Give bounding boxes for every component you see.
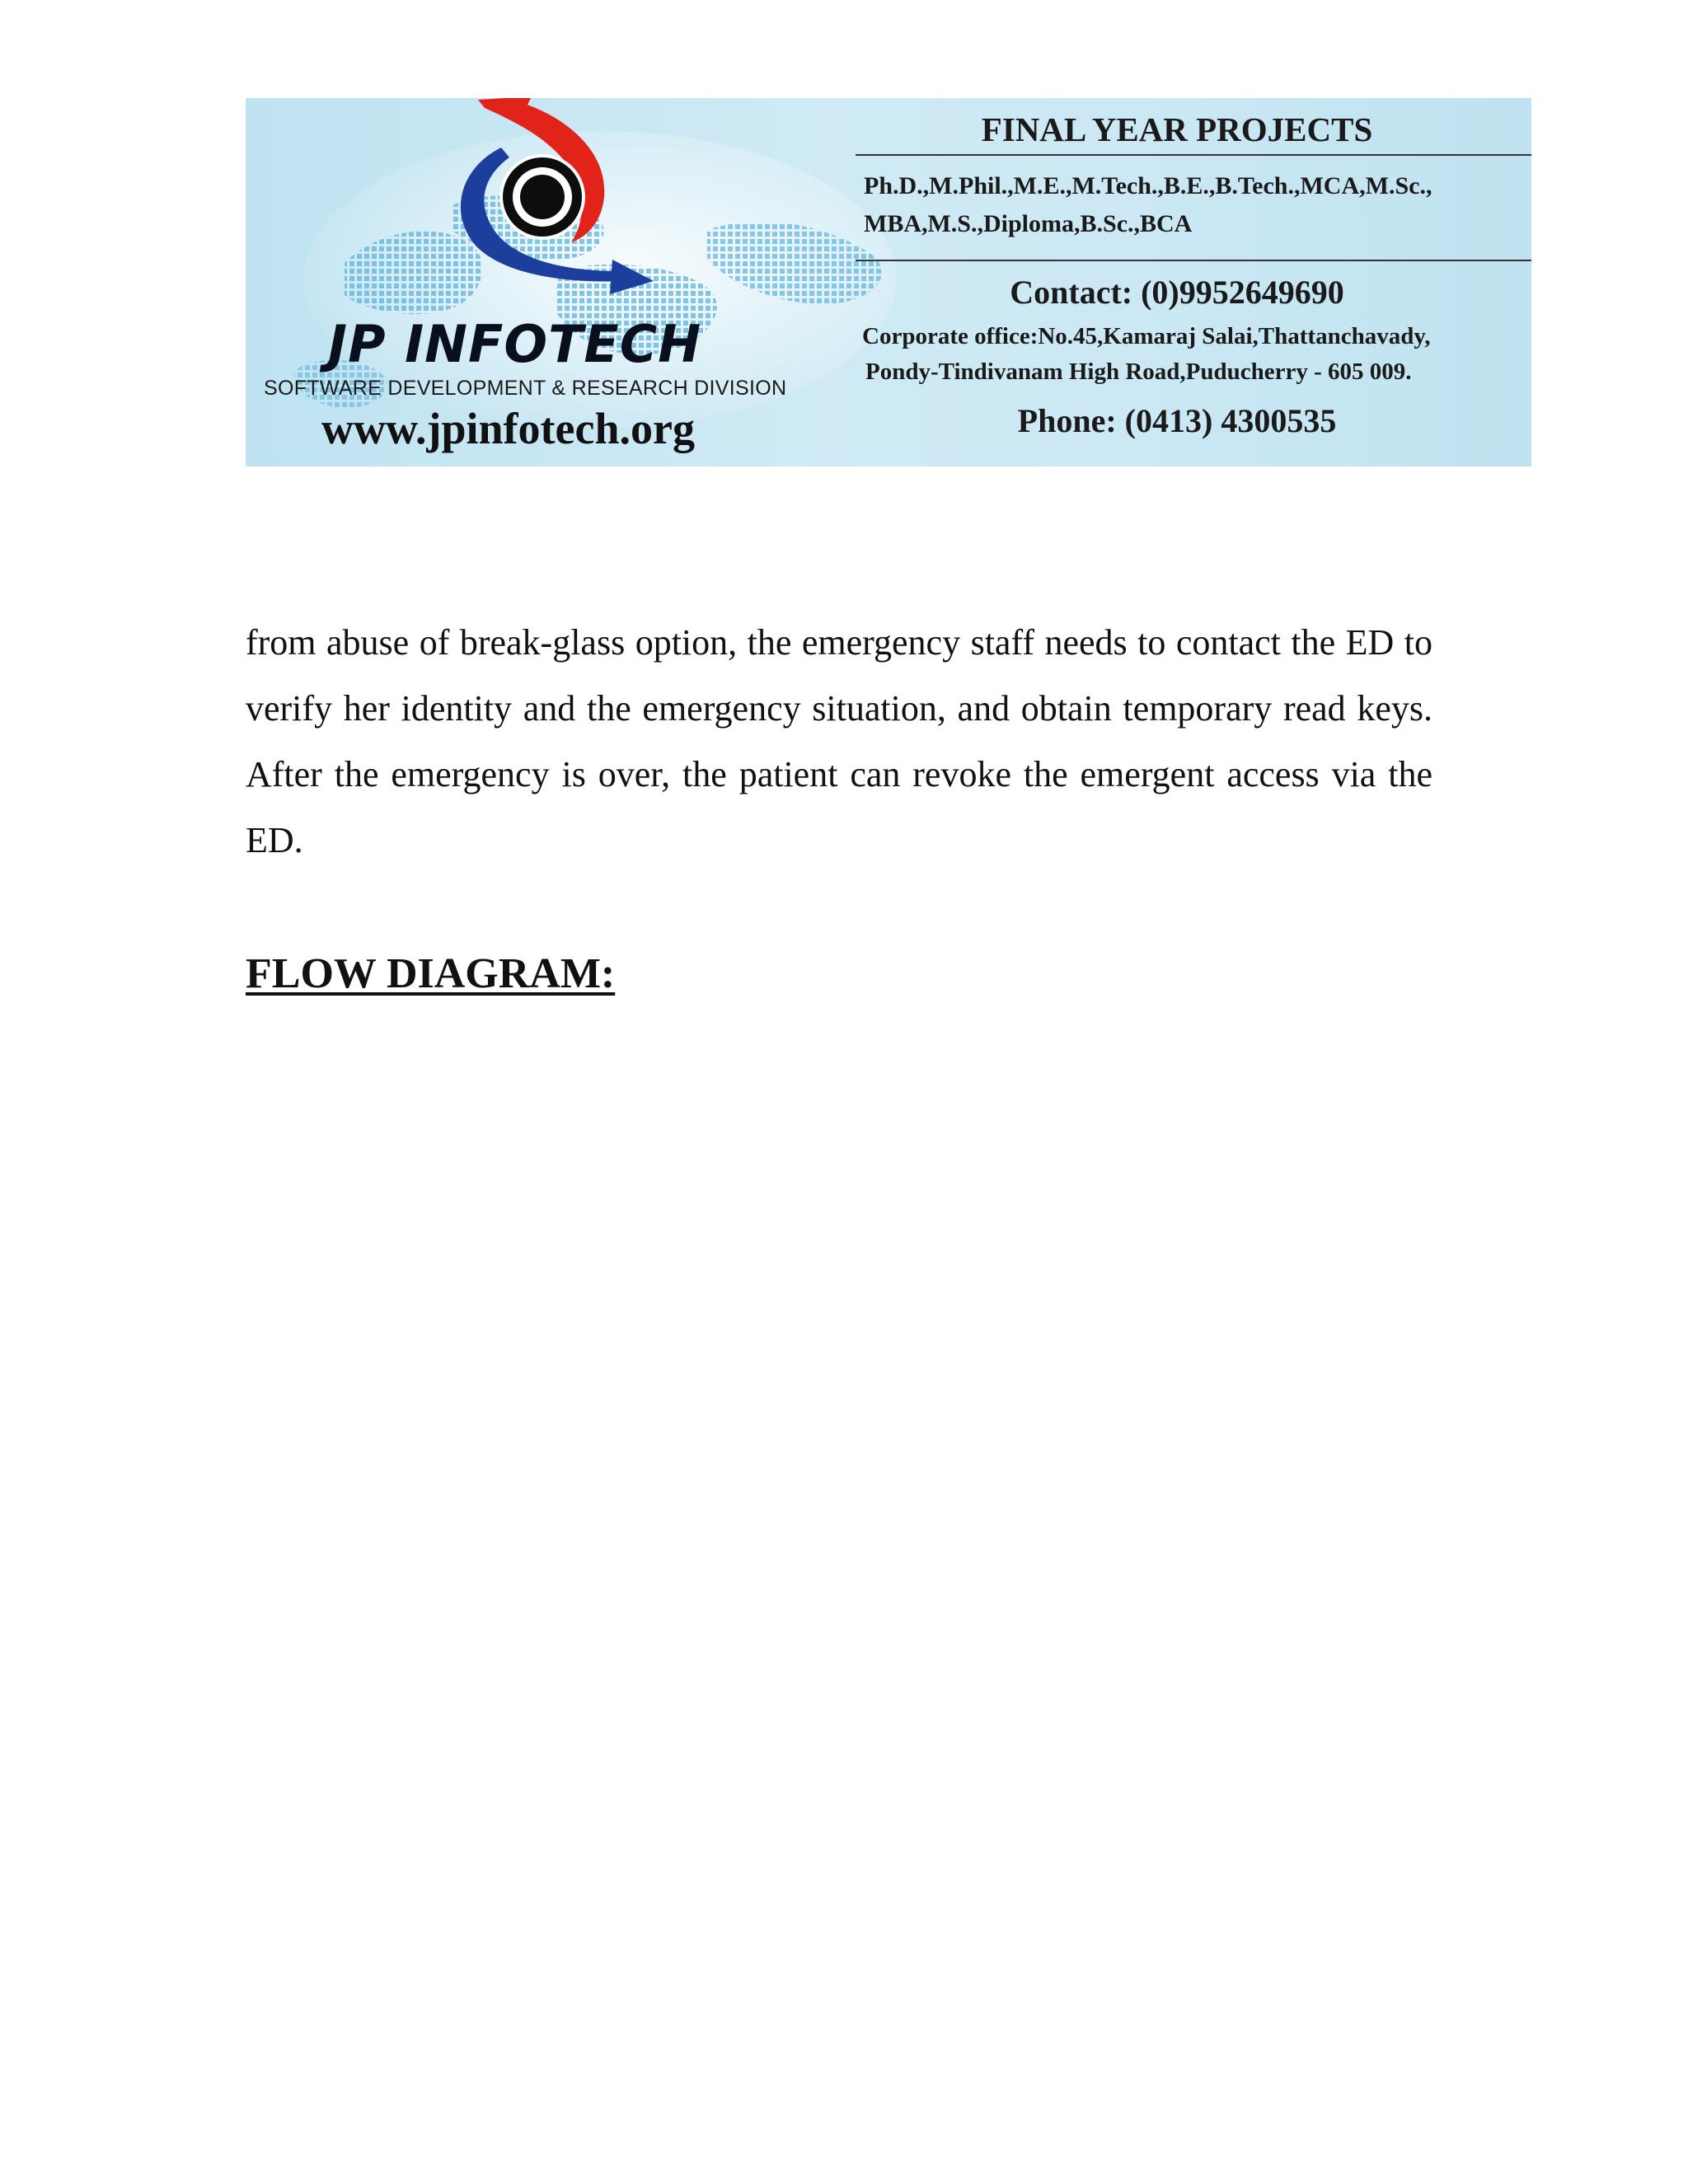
divider [856, 260, 1531, 261]
contact-number: Contact: (0)9952649690 [1010, 274, 1344, 311]
address-line-2: Pondy-Tindivanam High Road,Puducherry - 605 009. [865, 359, 1412, 385]
phone-number: Phone: (0413) 4300535 [1017, 402, 1337, 439]
target-logo-icon [369, 98, 682, 304]
website-link[interactable]: www.jpinfotech.org [321, 404, 695, 453]
brand-name: JP INFOTECH [328, 314, 702, 374]
degrees-line-2: MBA,M.S.,Diploma,B.Sc.,BCA [864, 210, 1193, 237]
contact-panel [856, 98, 1531, 466]
banner-title: FINAL YEAR PROJECTS [981, 110, 1373, 148]
section-heading: FLOW DIAGRAM: [246, 950, 616, 997]
divider [856, 154, 1531, 156]
address-line-1: Corporate office:No.45,Kamaraj Salai,Thattanchavady, [862, 323, 1431, 349]
body-paragraph: from abuse of break-glass option, the emergency staff needs to contact the ED to verify her identity and the emergency situation, and obtain temporary read keys. After the emergency is over, the patient can revoke the emergent access via the ED. [246, 622, 1432, 860]
brand-tagline: SOFTWARE DEVELOPMENT & RESEARCH DIVISION [264, 377, 787, 400]
header-banner [246, 98, 1531, 466]
degrees-line-1: Ph.D.,M.Phil.,M.E.,M.Tech.,B.E.,B.Tech.,MCA,M.Sc., [864, 172, 1432, 199]
